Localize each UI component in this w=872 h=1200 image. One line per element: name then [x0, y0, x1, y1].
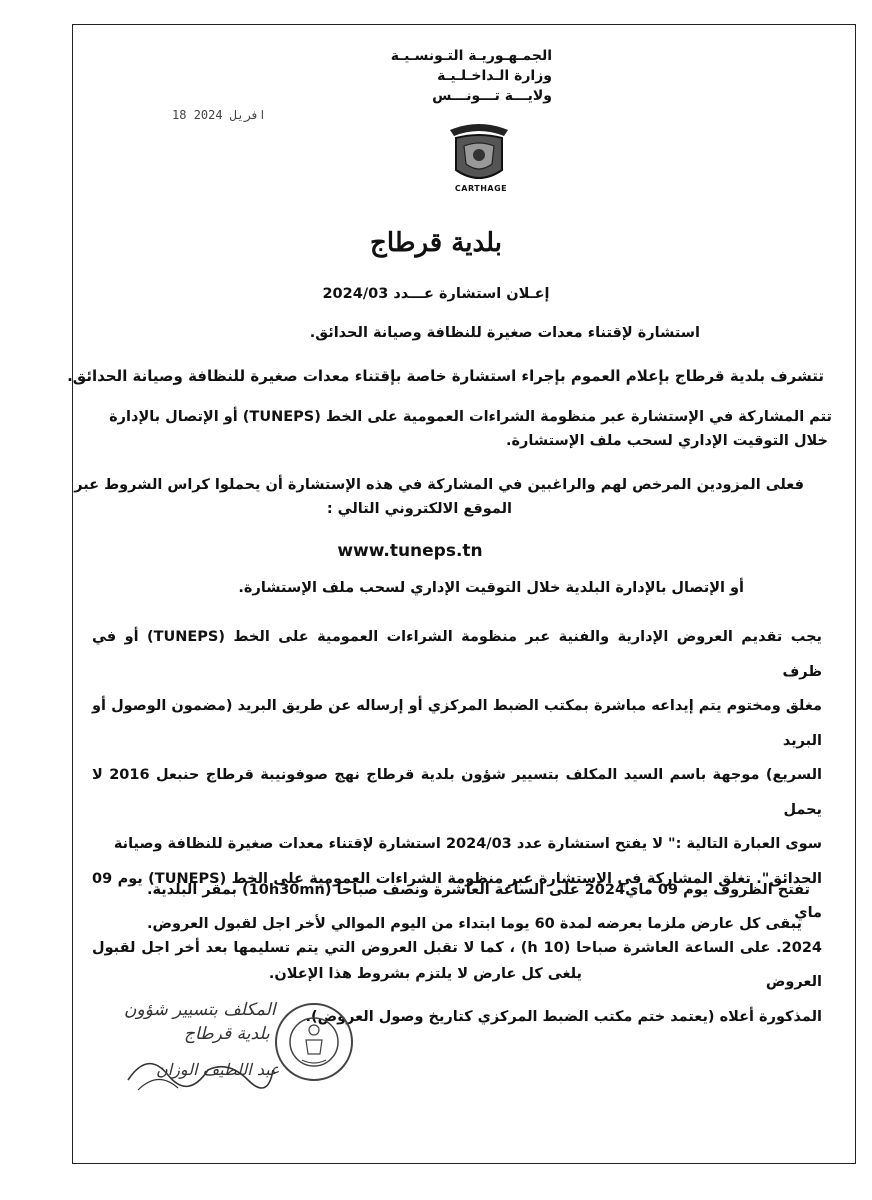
intro-paragraph: تتشرف بلدية قرطاج بإعلام العموم بإجراء استشارة خاصة بإقتناء معدات صغيرة للنظافة وصيانة الحدائق.	[67, 367, 824, 385]
official-stamp-icon	[272, 1000, 356, 1084]
website-link[interactable]: www.tuneps.tn	[337, 541, 483, 561]
contact-line: أو الإتصال بالإدارة البلدية خلال التوقيت الإداري لسحب ملف الإستشارة.	[238, 580, 744, 596]
announcement-number: إعـلان استشارة عـــدد 2024/03	[322, 286, 550, 302]
subject-line: استشارة لإقتناء معدات صغيرة للنظافة وصيانة الحدائق.	[309, 325, 700, 341]
submission-line: يجب تقديم العروض الإدارية والفنية عبر منظومة الشراءات العمومية على الخط (TUNEPS) أو في ظرف	[92, 629, 822, 680]
opening-line: تفتح الظروف يوم 09 ماي2024 على الساعة العاشرة ونصف صباحا (10h30mn) بمقر البلدية.	[146, 882, 810, 898]
participation-line-1: تتم المشاركة في الإستشارة عبر منظومة الشراءات العمومية على الخط (TUNEPS) أو الإتصال بالإدارة	[109, 409, 832, 425]
suppliers-line-2: الموقع الالكتروني التالي :	[326, 501, 512, 517]
participation-line-2: خلال التوقيت الإداري لسحب ملف الإستشارة.	[505, 433, 828, 449]
handwritten-signature-icon	[118, 1040, 278, 1100]
cancellation-line: يلغى كل عارض لا يلتزم بشروط هذا الإعلان.	[268, 966, 582, 982]
suppliers-line-1: فعلى المزودين المرخص لهم والراغبين في المشاركة في هذه الإستشارة أن يحملوا كراس الشروط عبر	[74, 477, 804, 493]
letterhead	[391, 46, 552, 106]
submission-line: مغلق ومختوم يتم إيداعه مباشرة بمكتب الضبط المركزي أو إرساله عن طريق البريد (مضمون الوصول أو البريد	[92, 698, 822, 749]
submission-line: الحدائق". تغلق المشاركة في الإستشارة عبر منظومة الشراءات العمومية على الخط (TUNEPS) يوم 09 ماي	[92, 870, 823, 921]
validity-line: يبقى كل عارض ملزما بعرضه لمدة 60 يوما ابتداء من اليوم الموالي لأخر اجل لقبول العروض.	[146, 916, 802, 932]
logo-caption: CARTHAGE	[454, 184, 508, 193]
signatory-name: عبد اللطيف الوزان	[156, 1060, 280, 1079]
republic-line: الجمـهـوريـة التـونسـيـة	[390, 48, 552, 64]
submission-line: السريع) موجهة باسم السيد المكلف بتسيير شؤون بلدية قرطاج نهج صوفونيبة قرطاج حنبعل 2016 لا يحمل	[92, 767, 822, 818]
submission-line: 2024. على الساعة العاشرة صباحا (10 h) ، كما لا تقبل العروض التي يتم تسليمها بعد أخر اجل لقبول العروض	[92, 939, 822, 990]
date-stamp: 18 افريل 2024	[172, 108, 266, 122]
page-title: بلدية قرطاج	[370, 228, 502, 258]
signature-title-line-1: المكلف بتسيير شؤون	[124, 1000, 276, 1020]
submission-line: سوى العبارة التالية :" لا يفتح استشارة عدد 2024/03 استشارة لإقتناء معدات صغيرة للنظافة وصيانة	[113, 836, 822, 852]
signature-title-line-2: بلدية قرطاج	[184, 1024, 270, 1044]
governorate-line: ولايـــة تـــونـــس	[432, 88, 552, 104]
submission-line: المذكورة أعلاه (يعتمد ختم مكتب الضبط المركزي كتاريخ وصول العروض).	[305, 1008, 822, 1025]
ministry-line: وزارة الـداخـلـيـة	[437, 68, 552, 84]
